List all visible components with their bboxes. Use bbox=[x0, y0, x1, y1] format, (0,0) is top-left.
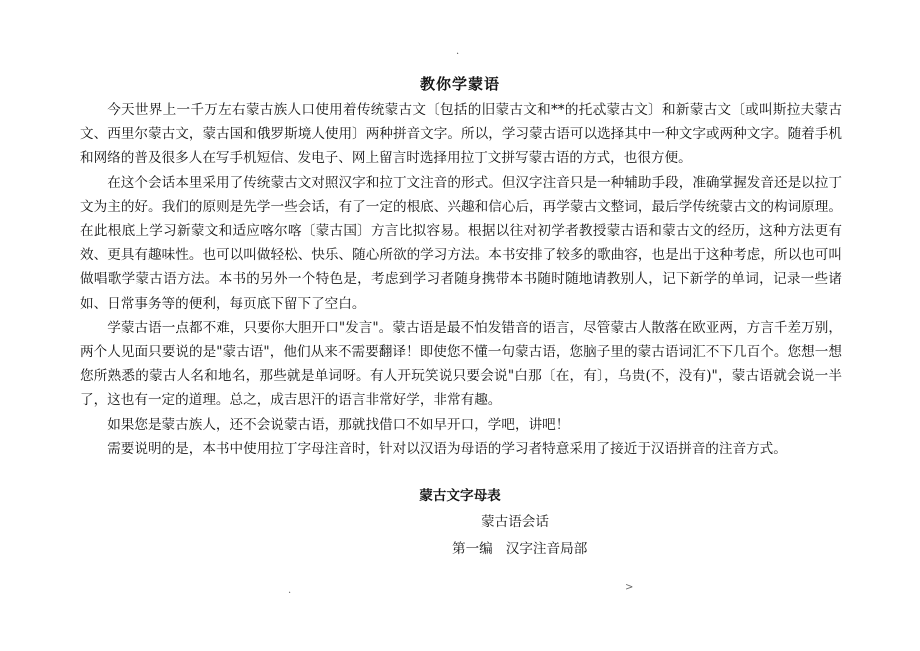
paragraph-method: 在这个会话本里采用了传统蒙古文对照汉字和拉丁文注音的形式。但汉字注音只是一种辅助手段，准确掌握发音还是以拉丁文为主的好。我们的原则是先学一些会话，有了一定的根底、兴趣和信心后，再学蒙古文整词，最后学传统蒙古文的构词原理。在此根底上学习新蒙文和适应喀尔喀〔蒙古国〕方言比拟容易。根据以往对初学者教授蒙古语和蒙古文的经历，这种方法更有效、更具有趣味性。也可以叫做轻松、快乐、随心所欲的学习方法。本书安排了较多的歌曲容，也是出于这种考虑，所以也可叫做唱歌学蒙古语方法。本书的另外一个特色是，考虑到学习者随身携带本书随时随地请教别人，记下新学的单词，记录一些诸如、日常事务等的便利，每页底下留下了空白。 bbox=[80, 174, 842, 312]
paragraph-note: 需要说明的是，本书中使用拉丁字母注音时，针对以汉语为母语的学习者特意采用了接近于汉语拼音的注音方式。 bbox=[107, 440, 787, 457]
paragraph-encourage: 如果您是蒙古族人，还不会说蒙古语，那就找借口不如早开口，学吧，讲吧！ bbox=[107, 416, 570, 433]
alphabet-heading: 蒙古文字母表 bbox=[419, 488, 501, 504]
body-text bbox=[80, 98, 842, 461]
section-heading: 第一编 汉字注音局部 bbox=[452, 541, 588, 557]
footer-right-mark: > bbox=[625, 582, 634, 593]
header-mark: . bbox=[456, 46, 460, 57]
paragraph-easy: 学蒙古语一点都不难，只要你大胆开口"发言"。蒙古语是最不怕发错音的语言，尽管蒙古人散落在欧亚两，方言千差万别，两个人见面只要说的是"蒙古语"，他们从来不需要翻译！即使您不懂一句蒙古语，您脑子里的蒙古语词汇不下几百个。您想一想您所熟悉的蒙古人名和地名，那些就是单词呀。有人开玩笑说只要会说"白那〔在，有〕，乌贵(不，没有)"，蒙古语就会说一半了，这也有一定的道理。总之，成吉思汗的语言非常好学，非常有趣。 bbox=[80, 319, 842, 409]
footer-left-mark: . bbox=[288, 585, 292, 596]
conversation-heading: 蒙古语会话 bbox=[481, 514, 549, 530]
document-title: 教你学蒙语 bbox=[419, 75, 500, 93]
paragraph-intro: 今天世界上一千万左右蒙古族人口使用着传统蒙古文〔包括的旧蒙古文和**的托忒蒙古文〕和新蒙古文〔或叫斯拉夫蒙古文、西里尔蒙古文，蒙古国和俄罗斯境人使用〕两种拼音文字。所以，学习蒙古语可以选择其中一种文字或两种文字。随着手机和网络的普及很多人在写手机短信、发电子、网上留言时选择用拉丁文拼写蒙古语的方式，也很方便。 bbox=[80, 102, 842, 167]
